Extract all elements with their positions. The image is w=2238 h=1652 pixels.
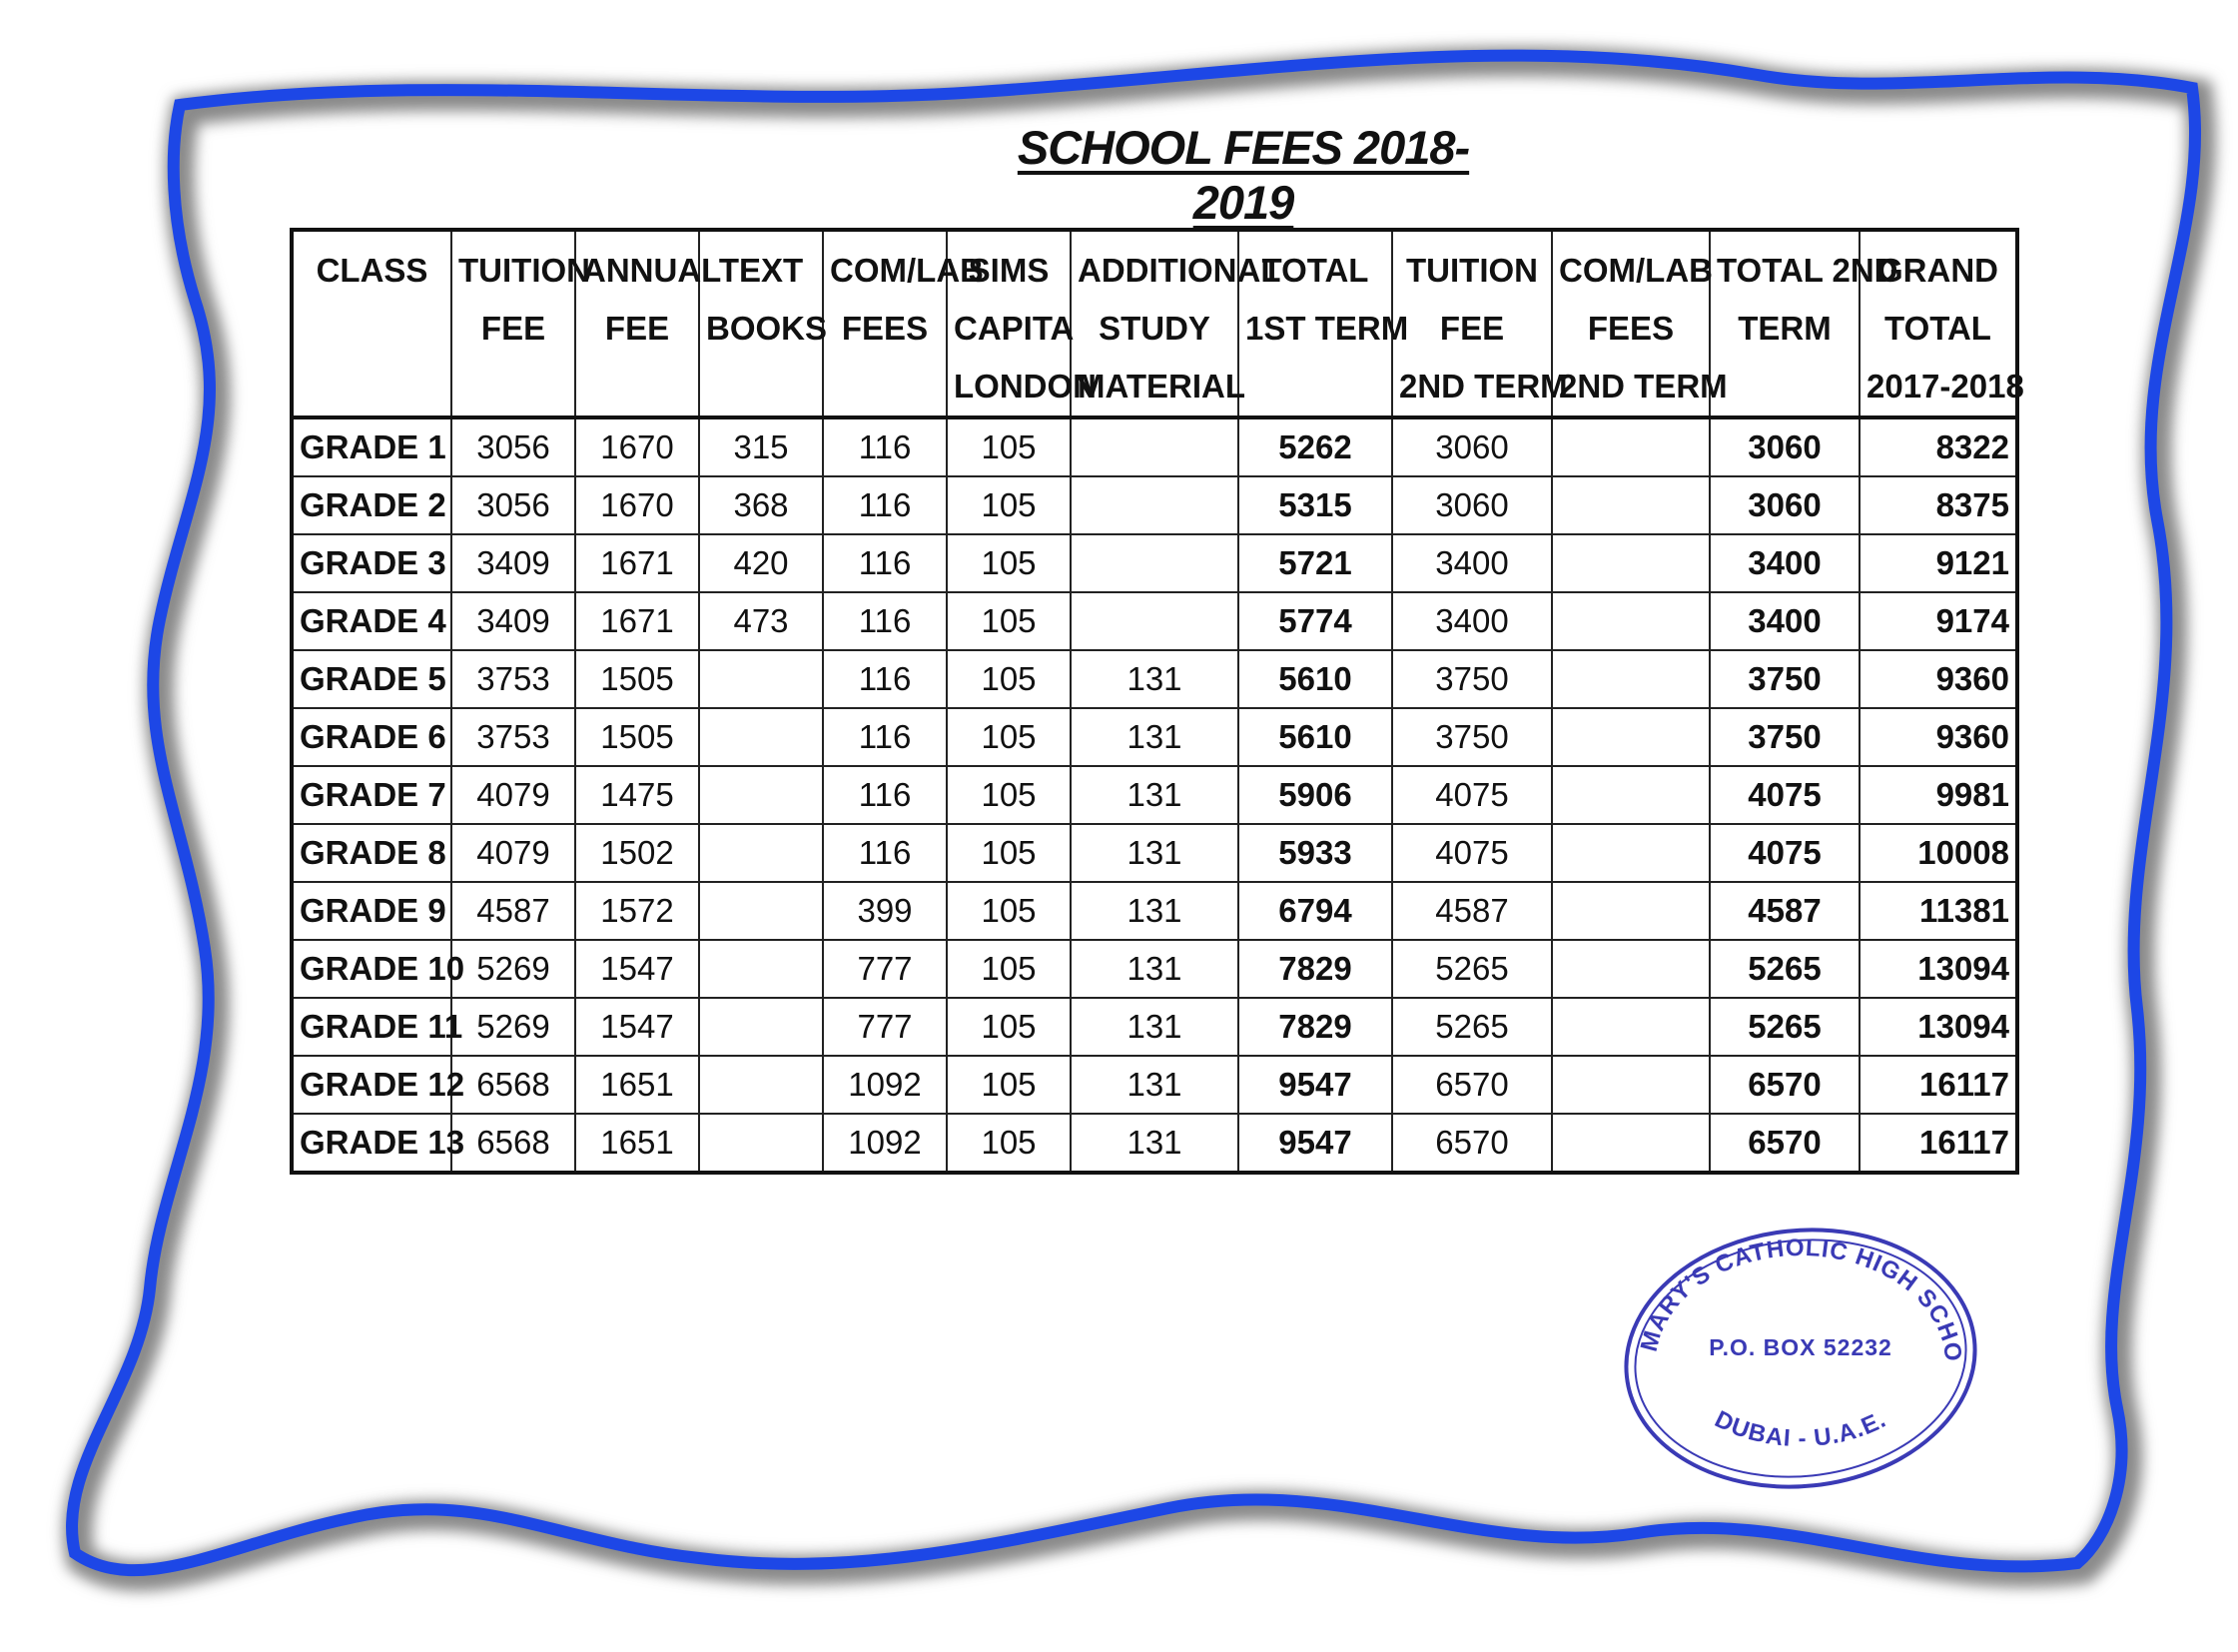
column-header-line: CLASS [316,252,428,289]
fee-cell: 7829 [1238,998,1392,1056]
fee-cell: 3750 [1710,708,1860,766]
fee-cell: 9360 [1860,708,2017,766]
column-header-line: ANNUAL [582,252,722,289]
fee-cell: 4587 [451,882,575,940]
column-header [292,230,451,417]
fee-cell: 105 [947,1114,1071,1173]
fee-cell: 1505 [575,708,699,766]
column-header [1860,230,2024,417]
fee-cell: 5265 [1392,940,1552,998]
fee-cell: 1502 [575,824,699,882]
fee-cell: 777 [823,940,947,998]
fee-cell: 3400 [1710,592,1860,650]
fee-cell: 5610 [1238,650,1392,708]
fee-cell [1552,708,1710,766]
class-cell: GRADE 10 [292,940,451,998]
fee-cell [699,650,823,708]
fee-cell: 5262 [1238,417,1392,476]
fee-cell [1552,534,1710,592]
fee-cell: 105 [947,882,1071,940]
fee-cell: 13094 [1860,940,2017,998]
column-header-line: TOTAL [1884,310,1991,347]
fee-cell: 777 [823,998,947,1056]
column-header-line: TERM [1738,310,1832,347]
table-row [292,998,2017,1056]
fee-cell: 131 [1071,998,1238,1056]
fee-cell: 4075 [1710,824,1860,882]
fee-cell: 4075 [1392,824,1552,882]
fee-cell: 5906 [1238,766,1392,824]
fee-cell: 1505 [575,650,699,708]
fee-cell: 3750 [1392,650,1552,708]
fee-cell: 4079 [451,766,575,824]
fee-cell: 105 [947,534,1071,592]
fee-cell: 105 [947,824,1071,882]
fee-cell: 3750 [1392,708,1552,766]
fee-cell: 3753 [451,650,575,708]
fee-cell: 1651 [575,1056,699,1114]
fee-cell [1071,534,1238,592]
column-header [1071,230,1281,417]
fee-cell: 9121 [1860,534,2017,592]
table-row [292,650,2017,708]
fee-cell [1552,882,1710,940]
column-header-line: ADDITIONAL [1078,252,1281,289]
fee-cell: 5269 [451,998,575,1056]
fee-cell [1071,417,1238,476]
fee-cell: 3060 [1710,476,1860,534]
column-header-line: 1ST TERM [1245,310,1409,347]
school-stamp [1616,1209,1985,1508]
column-header-line: FEE [480,310,546,347]
fee-cell: 5721 [1238,534,1392,592]
fee-cell [1552,417,1710,476]
column-header-line: SIMS [968,252,1050,289]
fee-cell: 1092 [823,1114,947,1173]
fee-cell [1071,476,1238,534]
fee-cell: 1092 [823,1056,947,1114]
class-cell: GRADE 12 [292,1056,451,1114]
fee-cell: 131 [1071,766,1238,824]
column-header-line: FEES [841,310,929,347]
fee-cell: 1651 [575,1114,699,1173]
fee-cell: 13094 [1860,998,2017,1056]
fee-cell: 116 [823,766,947,824]
fee-cell: 105 [947,1056,1071,1114]
fee-cell: 8322 [1860,417,2017,476]
fee-cell: 315 [699,417,823,476]
column-header-line: TUITION [458,252,590,289]
fee-cell: 116 [823,476,947,534]
fee-cell [1552,650,1710,708]
class-cell: GRADE 2 [292,476,451,534]
fee-cell [699,824,823,882]
fee-cell: 10008 [1860,824,2017,882]
fee-cell: 399 [823,882,947,940]
fee-cell: 1671 [575,534,699,592]
class-cell: GRADE 9 [292,882,451,940]
fee-cell: 116 [823,417,947,476]
fee-cell: 1670 [575,417,699,476]
column-header [1710,230,1898,417]
fee-cell: 9547 [1238,1056,1392,1114]
fee-cell: 105 [947,766,1071,824]
fee-cell: 6570 [1392,1056,1552,1114]
table-row [292,1056,2017,1114]
class-cell: GRADE 11 [292,998,451,1056]
fee-cell: 420 [699,534,823,592]
fee-cell: 5269 [451,940,575,998]
fee-cell: 116 [823,534,947,592]
fee-cell: 5315 [1238,476,1392,534]
fee-cell: 6570 [1392,1114,1552,1173]
svg-text:DUBAI - U.A.E. [1711,1405,1891,1452]
fee-cell [1552,592,1710,650]
table-row [292,940,2017,998]
fee-cell: 6568 [451,1114,575,1173]
fee-cell: 3060 [1392,417,1552,476]
fee-cell: 105 [947,476,1071,534]
fee-cell: 131 [1071,708,1238,766]
fee-cell: 5265 [1392,998,1552,1056]
fee-cell: 3060 [1710,417,1860,476]
fee-cell: 9547 [1238,1114,1392,1173]
fee-cell: 4075 [1710,766,1860,824]
fee-cell [1071,592,1238,650]
column-header-line: TUITION [1406,252,1538,289]
fee-cell: 5933 [1238,824,1392,882]
column-header [451,230,590,417]
fee-cell: 4075 [1392,766,1552,824]
class-cell: GRADE 7 [292,766,451,824]
fee-cell: 105 [947,940,1071,998]
fee-cell: 131 [1071,882,1238,940]
fee-cell: 1572 [575,882,699,940]
fee-cell: 6568 [451,1056,575,1114]
fee-cell: 131 [1071,824,1238,882]
fee-cell [699,998,823,1056]
fee-cell: 5265 [1710,940,1860,998]
column-header-line: BOOKS [706,310,828,347]
fee-cell: 8375 [1860,476,2017,534]
stamp-school-name: MARY'S CATHOLIC HIGH SCHO [1635,1234,1967,1364]
column-header-line: 2017-2018 [1866,368,2024,405]
table-row [292,1114,2017,1173]
class-cell: GRADE 6 [292,708,451,766]
header-row [292,230,2017,417]
fee-cell: 1547 [575,940,699,998]
fee-cell: 3400 [1392,534,1552,592]
fee-cell: 9174 [1860,592,2017,650]
fee-cell: 1475 [575,766,699,824]
table-row [292,417,2017,476]
fee-cell [1552,824,1710,882]
page-title: SCHOOL FEES 2018-2019 [1017,121,1470,229]
column-header-line: FEE [604,310,670,347]
column-header [823,230,984,417]
fee-cell [1552,766,1710,824]
fee-cell [699,1114,823,1173]
fee-cell: 473 [699,592,823,650]
column-header-line: TOTAL [1261,252,1369,289]
fee-cell: 11381 [1860,882,2017,940]
fee-cell: 131 [1071,1056,1238,1114]
fee-cell: 5610 [1238,708,1392,766]
table-row [292,824,2017,882]
fee-cell: 105 [947,998,1071,1056]
column-header-line: 2ND TERM [1399,368,1568,405]
class-cell: GRADE 5 [292,650,451,708]
fee-cell: 3750 [1710,650,1860,708]
fee-cell: 1547 [575,998,699,1056]
fee-cell: 116 [823,650,947,708]
fee-cell: 4587 [1392,882,1552,940]
class-cell: GRADE 4 [292,592,451,650]
fee-cell [699,708,823,766]
fee-cell: 6794 [1238,882,1392,940]
class-cell: GRADE 1 [292,417,451,476]
fee-cell: 1671 [575,592,699,650]
column-header-line: TOTAL 2ND [1717,252,1898,289]
fee-cell: 105 [947,708,1071,766]
fee-cell: 3409 [451,592,575,650]
table-row [292,476,2017,534]
fee-cell: 131 [1071,1114,1238,1173]
fee-cell [1552,1114,1710,1173]
fee-cell: 131 [1071,650,1238,708]
fee-cell: 1670 [575,476,699,534]
column-header-line: LONDON [954,368,1097,405]
column-header [1392,230,1568,417]
column-header-line: GRAND [1877,252,1998,289]
fee-cell: 131 [1071,940,1238,998]
fee-cell [1552,476,1710,534]
column-header [1552,230,1728,417]
fee-cell: 5774 [1238,592,1392,650]
fee-cell [699,940,823,998]
fee-cell: 7829 [1238,940,1392,998]
fee-cell: 6570 [1710,1114,1860,1173]
table-row [292,708,2017,766]
stamp-location: DUBAI - U.A.E. [1710,1405,1891,1453]
fee-cell [699,882,823,940]
fee-cell: 9981 [1860,766,2017,824]
fee-cell [1552,1056,1710,1114]
fee-cell [1552,998,1710,1056]
fee-cell: 9360 [1860,650,2017,708]
fee-cell [699,1056,823,1114]
class-cell: GRADE 8 [292,824,451,882]
fee-cell: 4587 [1710,882,1860,940]
column-header-line: FEES [1587,310,1675,347]
fee-cell: 105 [947,417,1071,476]
column-header-line: 2ND TERM [1559,368,1728,405]
stamp-address: P.O. BOX 52232 [1709,1334,1892,1360]
fee-cell: 3753 [451,708,575,766]
column-header-line: TEXT [718,252,804,289]
fee-cell: 116 [823,708,947,766]
fee-cell: 4079 [451,824,575,882]
fee-cell [1552,940,1710,998]
fee-cell: 5265 [1710,998,1860,1056]
table-row [292,534,2017,592]
fee-cell: 16117 [1860,1114,2017,1173]
column-header [575,230,722,417]
table-row [292,592,2017,650]
table-row [292,882,2017,940]
fees-table [290,228,2024,1175]
fee-cell: 105 [947,650,1071,708]
fee-cell: 3400 [1710,534,1860,592]
fee-cell [699,766,823,824]
column-header [1238,230,1409,417]
table-row [292,766,2017,824]
fee-cell: 368 [699,476,823,534]
fee-cell: 16117 [1860,1056,2017,1114]
fee-cell: 3409 [451,534,575,592]
column-header-line: STUDY [1099,310,1210,347]
column-header-line: MATERIAL [1078,368,1246,405]
fee-cell: 3056 [451,417,575,476]
class-cell: GRADE 3 [292,534,451,592]
fee-cell: 105 [947,592,1071,650]
column-header-line: FEE [1439,310,1505,347]
fee-cell: 6570 [1710,1056,1860,1114]
fee-cell: 3060 [1392,476,1552,534]
class-cell: GRADE 13 [292,1114,451,1173]
fee-cell: 116 [823,592,947,650]
column-header-line: COM/LAB [1559,252,1713,289]
fee-cell: 3400 [1392,592,1552,650]
fee-cell: 3056 [451,476,575,534]
column-header-line: COM/LAB [830,252,984,289]
column-header-line: CAPITA [954,310,1075,347]
fee-cell: 116 [823,824,947,882]
